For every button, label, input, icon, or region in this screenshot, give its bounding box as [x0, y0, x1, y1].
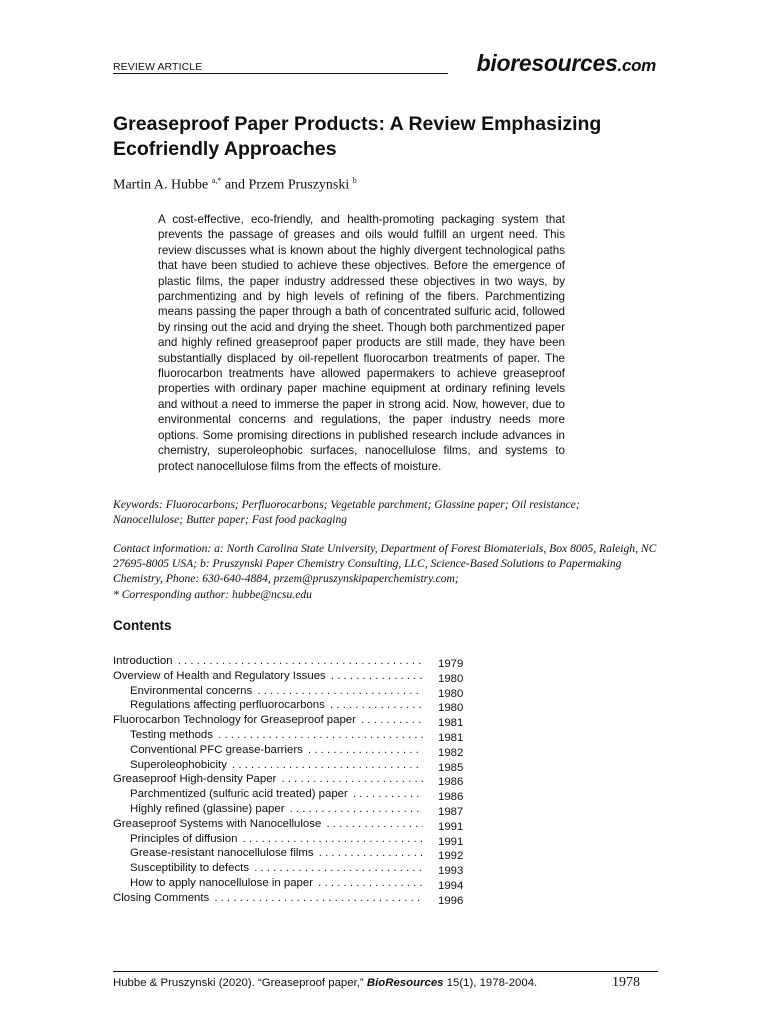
toc-entry-page: 1987 — [438, 805, 464, 818]
toc-entry-title: Greaseproof High-density Paper — [113, 773, 277, 786]
title-line-2: Ecofriendly Approaches — [113, 138, 337, 160]
toc-entry-title: Closing Comments — [113, 891, 210, 904]
toc-entry-title: Environmental concerns — [130, 684, 253, 697]
page-footer — [113, 977, 658, 989]
toc-entry-page: 1991 — [438, 835, 464, 848]
toc-entry[interactable] — [113, 698, 473, 713]
contact-info — [113, 541, 658, 602]
toc-entry[interactable] — [113, 832, 473, 847]
toc-entry[interactable] — [113, 654, 473, 669]
author-1-affiliation: a,* — [211, 176, 222, 185]
toc-entry[interactable] — [113, 861, 473, 876]
toc-entry-title: Principles of diffusion — [130, 832, 238, 845]
footer-rule — [113, 971, 658, 972]
toc-entry[interactable] — [113, 758, 473, 773]
author-1: Martin A. Hubbe — [113, 177, 209, 193]
toc-entry-leader — [113, 772, 423, 787]
section-label: REVIEW ARTICLE — [113, 61, 203, 73]
table-of-contents — [113, 654, 473, 906]
page-number: 1978 — [612, 975, 640, 990]
toc-entry-page: 1992 — [438, 850, 464, 863]
toc-entry-leader — [113, 817, 423, 832]
logo-main: bioresources — [476, 50, 618, 76]
toc-entry-leader — [130, 802, 423, 817]
toc-entry[interactable] — [113, 802, 473, 817]
toc-entry-leader — [130, 876, 423, 891]
toc-entry-title: Introduction — [113, 655, 173, 667]
toc-entry-leader — [130, 758, 423, 773]
footer-citation-post: 15(1), 1978-2004. — [443, 977, 538, 989]
toc-entry-page: 1980 — [438, 687, 464, 700]
toc-entry-page: 1985 — [438, 761, 464, 774]
toc-entry-title: Grease-resistant nanocellulose films — [130, 847, 314, 860]
toc-entry-title: Testing methods — [130, 728, 213, 741]
toc-entry-page: 1996 — [438, 894, 464, 907]
toc-entry-leader — [113, 891, 423, 906]
toc-entry-leader — [130, 743, 423, 758]
toc-entry-page: 1980 — [438, 672, 464, 685]
toc-entry[interactable] — [113, 728, 473, 743]
toc-entry[interactable] — [113, 787, 473, 802]
toc-entry-leader — [130, 846, 423, 861]
toc-entry-page: 1986 — [438, 776, 464, 789]
toc-entry-title: How to apply nanocellulose in paper — [130, 876, 314, 889]
toc-entry-leader — [130, 787, 423, 802]
toc-entry[interactable] — [113, 876, 473, 891]
toc-entry-title: Susceptibility to defects — [130, 862, 250, 875]
toc-entry-title: Overview of Health and Regulatory Issues — [113, 669, 326, 682]
toc-entry-page: 1982 — [438, 746, 464, 759]
author-line — [113, 176, 357, 194]
corresponding-author[interactable]: * Corresponding author: hubbe@ncsu.edu — [113, 587, 312, 601]
toc-entry-title: Parchmentized (sulfuric acid treated) paper — [130, 788, 348, 801]
toc-entry-page: 1993 — [438, 865, 464, 878]
toc-entry-leader — [130, 832, 423, 847]
contact-text: Contact information: a: North Carolina State University, Department of Forest Biomaterials, Box 8005, Raleigh, NC 27695-8005 USA; b: Pruszynski Paper Chemistry Consulting, LLC, Science-Based Solutions to Papermaking Chemistry, Phone: 630-640-4884, przem@pruszynskipaperchemistry.com; — [113, 542, 657, 586]
keywords: Keywords: Fluorocarbons; Perfluorocarbons; Vegetable parchment; Glassine paper; Oil resistance; Nanocellulose; Butter paper; Fast food packaging — [113, 498, 580, 527]
author-2: Przem Pruszynski — [248, 177, 350, 193]
toc-entry-title: Superoleophobicity — [130, 758, 227, 771]
toc-entry[interactable] — [113, 684, 473, 699]
logo-suffix: .com — [617, 56, 656, 75]
page-header — [113, 48, 658, 76]
footer-citation-pre: Hubbe & Pruszynski (2020). “Greaseproof paper,” — [113, 977, 367, 989]
toc-entry[interactable] — [113, 713, 473, 728]
title-line-1: Greaseproof Paper Products: A Review Emphasizing — [113, 113, 602, 135]
author-2-affiliation: b — [352, 176, 357, 185]
toc-entry-page: 1986 — [438, 791, 464, 804]
toc-entry-page: 1979 — [438, 658, 464, 670]
toc-entry-title: Fluorocarbon Technology for Greaseproof paper — [113, 714, 356, 727]
toc-entry[interactable] — [113, 817, 473, 832]
toc-entry[interactable] — [113, 772, 473, 787]
toc-entry[interactable] — [113, 669, 473, 684]
author-joiner: and — [221, 177, 249, 193]
toc-entry-page: 1980 — [438, 702, 464, 715]
journal-logo[interactable] — [477, 50, 656, 77]
article-title — [113, 112, 653, 162]
toc-entry[interactable] — [113, 743, 473, 758]
toc-entry-title: Greaseproof Systems with Nanocellulose — [113, 817, 322, 830]
toc-entry-leader — [113, 669, 423, 684]
toc-entry-leader — [130, 728, 423, 743]
toc-entry-page: 1981 — [438, 731, 464, 744]
toc-entry[interactable] — [113, 846, 473, 861]
footer-journal: BioResources — [366, 977, 444, 989]
toc-entry[interactable] — [113, 891, 473, 906]
toc-entry-title: Conventional PFC grease-barriers — [130, 743, 303, 756]
toc-entry-page: 1991 — [438, 820, 464, 833]
toc-entry-title: Regulations affecting perfluorocarbons — [130, 699, 325, 712]
toc-entry-title: Highly refined (glassine) paper — [130, 802, 285, 815]
toc-entry-leader — [130, 861, 423, 876]
abstract: A cost-effective, eco-friendly, and health-promoting packaging system that prevents the passage of greases and oils would fulfill an urgent need. This review discusses what is known about the highly divergent technological paths that have been studied to achieve these objectives. Before the emergence of plastic films, the paper industry addressed these objectives in two ways, by parchmentizing and by high levels of refining of the fibers. Parchmentizing means passing the paper through a bath of concentrated sulfuric acid, followed by rinsing out the acid and drying the sheet. Though both parchmentized paper and highly refined greaseproof paper products are still made, they have been substantially displaced by oil-repellent fluorocarbon treatments of paper. The fluorocarbon treatments have allowed papermakers to achieve greaseproof properties with ordinary paper machine equipment at ordinary refining levels and without a need to immerse the paper in strong acid. Now, however, due to environmental concerns and regulations, the paper industry needs more options. Some promising directions in published research include advances in chemistry, superoleophobic surfaces, nanocellulose films, and systems to protect nanocellulose films from the effects of moisture. — [158, 213, 565, 473]
header-rule — [113, 73, 448, 74]
toc-entry-leader — [130, 684, 423, 699]
toc-entry-leader — [130, 698, 423, 713]
toc-entry-page: 1994 — [438, 879, 464, 892]
contents-heading: Contents — [113, 618, 172, 633]
toc-entry-leader — [113, 654, 423, 669]
toc-entry-page: 1981 — [438, 717, 464, 730]
toc-entry-leader — [113, 713, 423, 728]
